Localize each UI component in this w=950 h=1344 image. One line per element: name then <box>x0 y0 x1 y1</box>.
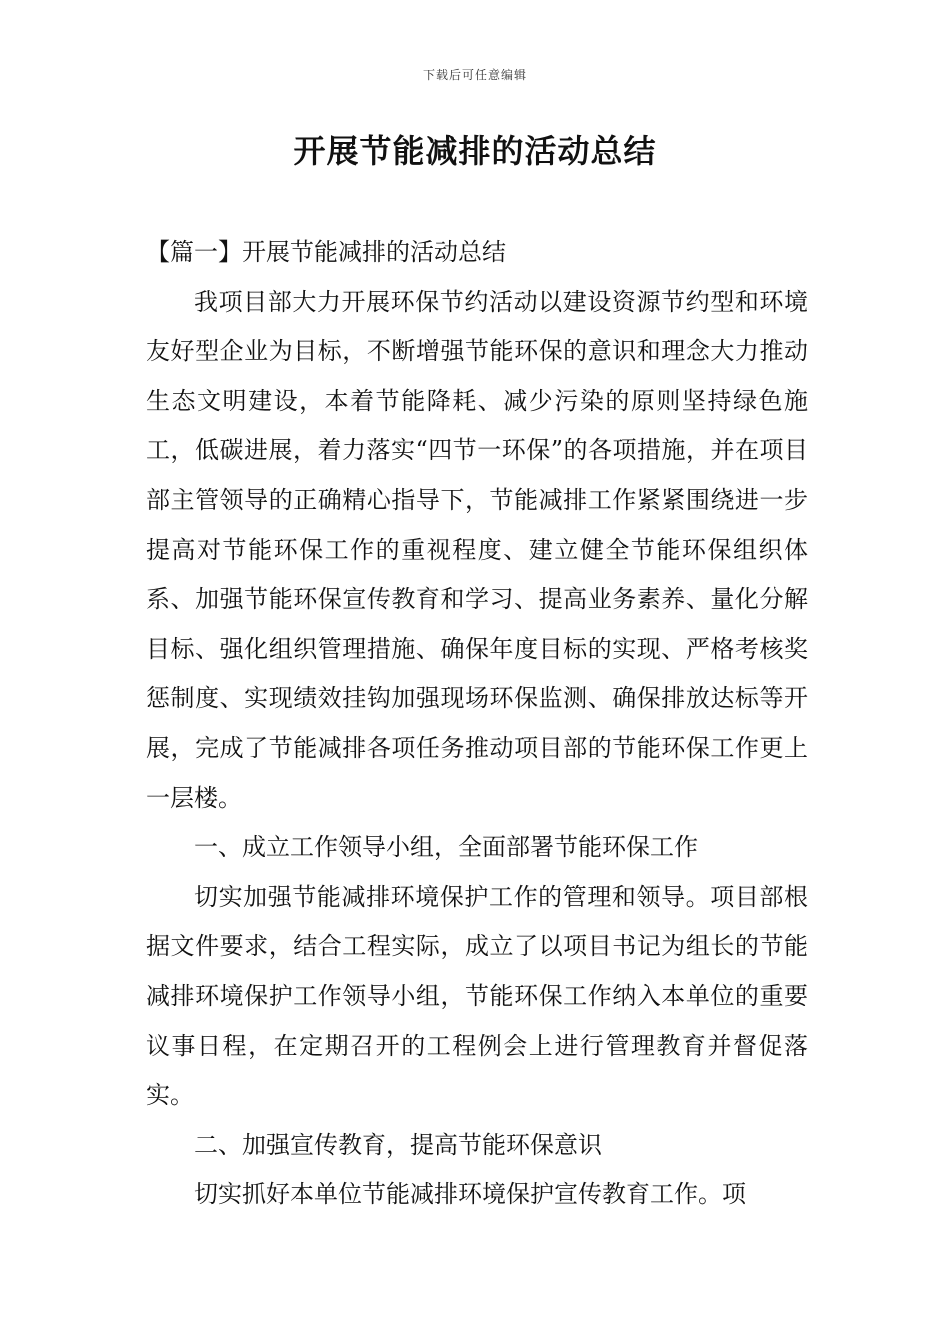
document-body <box>146 228 808 1220</box>
section-heading-2: 二、加强宣传教育，提高节能环保意识 <box>194 1130 602 1159</box>
paragraph-intro: 我项目部大力开展环保节约活动以建设资源节约型和环境友好型企业为目标，不断增强节能环保的意识和理念大力推动生态文明建设，本着节能降耗、减少污染的原则坚持绿色施工，低碳进展，着力落实“四节一环保”的各项措施，并在项目部主管领导的正确精心指导下，节能减排工作紧紧围绕进一步提高对节能环保工作的重视程度、建立健全节能环保组织体系、加强节能环保宣传教育和学习、提高业务素养、量化分解目标、强化组织管理措施、确保年度目标的实现、严格考核奖惩制度、实现绩效挂钩加强现场环保监测、确保排放达标等开展，完成了节能减排各项任务推动项目部的节能环保工作更上一层楼。 <box>146 287 808 812</box>
part-heading: 【篇一】开展节能减排的活动总结 <box>146 238 506 266</box>
header-note: 下载后可任意编辑 <box>422 68 527 82</box>
paragraph-leadership: 切实加强节能减排环境保护工作的管理和领导。项目部根据文件要求，结合工程实际，成立了以项目书记为组长的节能减排环境保护工作领导小组，节能环保工作纳入本单位的重要议事日程，在定期召开的工程例会上进行管理教育并督促落实。 <box>146 882 808 1110</box>
section-heading-1: 一、成立工作领导小组，全面部署节能环保工作 <box>194 833 698 862</box>
paragraph-publicity: 切实抓好本单位节能减排环境保护宣传教育工作。项 <box>194 1180 746 1209</box>
document-title: 开展节能减排的活动总结 <box>293 132 657 170</box>
